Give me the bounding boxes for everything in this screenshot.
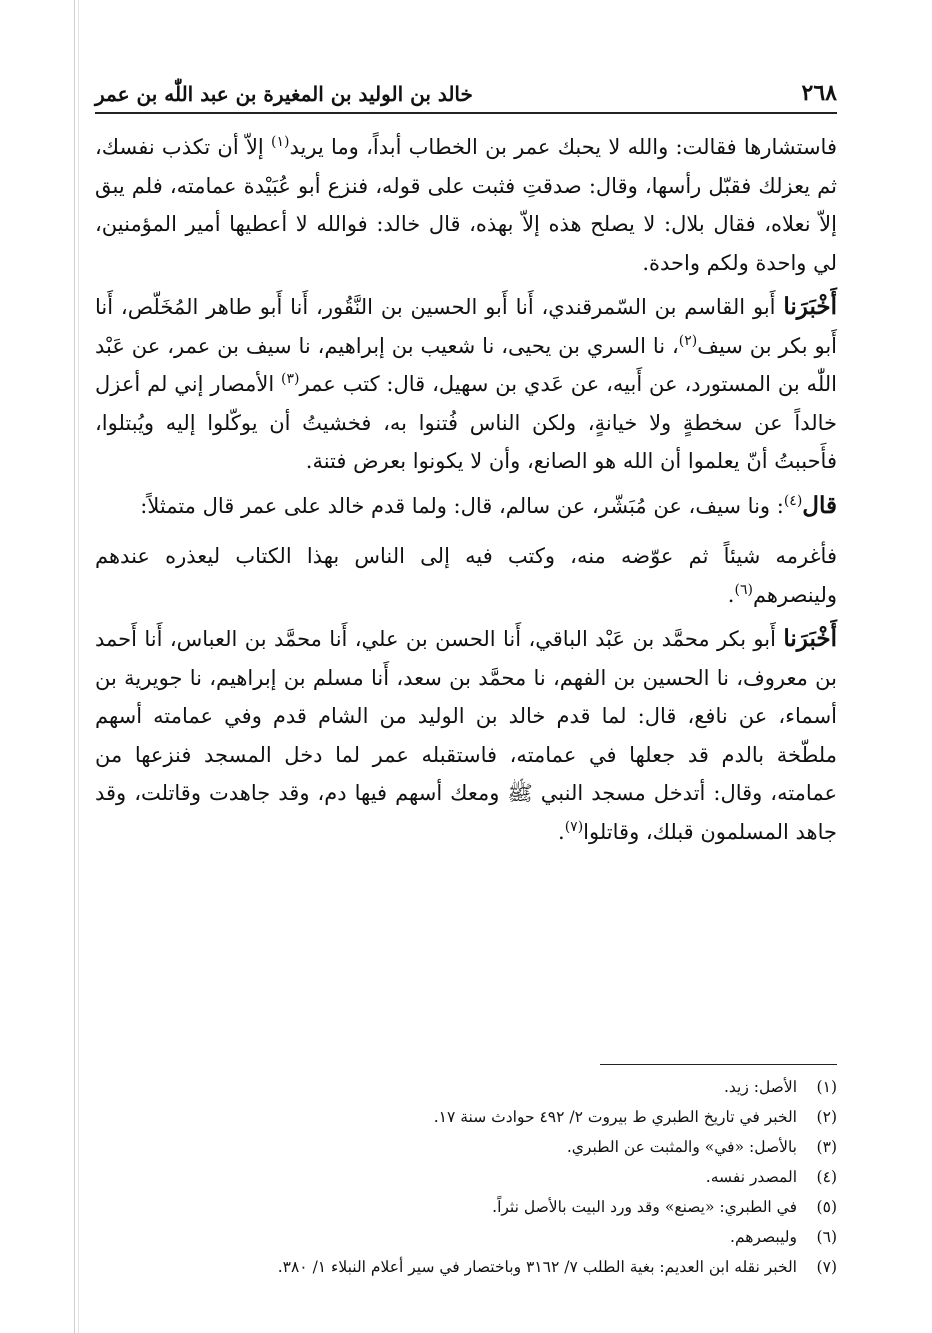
footnote-ref-4: (٤) <box>783 492 803 509</box>
footnote-text: الخبر في تاريخ الطبري ط بيروت ٢/ ٤٩٢ حوادث سنة ١٧. <box>433 1108 797 1126</box>
page-number: ٢٦٨ <box>801 80 837 106</box>
paragraph-5-text-b: . <box>558 819 565 844</box>
footnote-number: (٧) <box>816 1258 837 1276</box>
footnotes <box>95 1072 837 1282</box>
paragraph-1-text-b: إلاّ أن تكذب نفسك، ثم يعزلك فقبّل رأسها، وقال: صدقتِ فثبت على قوله، فنزع أبو عُبَيْدة عمامته، فلم يبق إلاّ نعلاه، فقال بلال: لا يصلح هذه إلاّ بهذه، قال خالد: فوالله لا أعطيها أمير المؤمنين، لي واحدة ولكم واحدة. <box>95 135 837 275</box>
footnote <box>95 1162 837 1192</box>
footnote-text: في الطبري: «يصنع» وقد ورد البيت بالأصل نثراً. <box>492 1198 797 1216</box>
footnote-ref-1: (١) <box>271 134 290 150</box>
footnote-text: بالأصل: «في» والمثبت عن الطبري. <box>566 1138 797 1156</box>
main-text <box>95 128 837 857</box>
paragraph-1-text-a: فاستشارها فقالت: والله لا يحبك عمر بن الخطاب أبداً، وما يريد <box>289 135 837 159</box>
footnote <box>95 1192 837 1222</box>
footnote <box>95 1252 837 1282</box>
footnote-number: (٣) <box>816 1138 837 1156</box>
paragraph-4 <box>95 537 837 614</box>
page-edge-line <box>74 0 75 1333</box>
footnote-text: المصدر نفسه. <box>705 1168 797 1186</box>
narration-lead: أَخْبَرَنا <box>783 293 837 320</box>
narration-lead: قال <box>802 491 837 519</box>
footnote <box>95 1132 837 1162</box>
paragraph-5-text-a: أَبو بكر محمَّد بن عَبْد الباقي، أَنا الحسن بن علي، أَنا محمَّد بن العباس، أَنا أَحمد بن معروف، نا الحسين بن الفهم، نا محمَّد بن سعد، أَنا مسلم بن إبراهيم، نا جويرية بن أسماء، عن نافع، قال: لما قدم خالد بن الوليد من الشام قدم وفي عمامته أسهم ملطّخة بالدم قد جعلها في عمامته، فاستقبله عمر لما دخل المسجد فنزعها من عمامته، وقال: أتدخل مسجد النبي ﷺ ومعك أسهم فيها دم، وقد جاهدت وقاتلت، وقد جاهد المسلمون قبلك، وقاتلوا <box>95 627 837 844</box>
page-header <box>95 62 837 114</box>
footnote-number: (٤) <box>816 1168 837 1186</box>
running-title: خالد بن الوليد بن المغيرة بن عبد اللّٰه بن عمر <box>95 82 473 106</box>
paragraph-2 <box>95 288 837 481</box>
footnote-number: (٥) <box>816 1198 837 1216</box>
paragraph-2-text-c: الأمصار إني لم أعزل خالداً عن سخطةٍ ولا خيانةٍ، ولكن الناس فُتنوا به، فخشيتُ أن يوكّلوا إليه ويُبتلوا، فأَحببتُ أنّ يعلموا أن الله هو الصانع، وأن لا يكونوا بعرض فتنة. <box>95 372 837 473</box>
paragraph-2-text-b: ، نا السري بن يحيى، نا شعيب بن إبراهيم، نا سيف بن عمر، عن عَبْد اللّٰه بن المستورد، عن أَبيه، عن عَدي بن سهيل، قال: كتب عمر <box>95 333 837 396</box>
footnote-ref-6: (٦) <box>734 581 753 598</box>
footnote-ref-2: (٢) <box>678 332 698 349</box>
footnote-text: الخبر نقله ابن العديم: بغية الطلب ٧/ ٣١٦٢ وباختصار في سير أعلام النبلاء ١/ ٣٨٠. <box>277 1258 797 1276</box>
footnote <box>95 1102 837 1132</box>
paragraph-4-text-b: . <box>727 582 735 607</box>
footnote-number: (٦) <box>816 1228 837 1246</box>
footnote <box>95 1222 837 1252</box>
narration-lead: أَخْبَرَنا <box>783 625 837 652</box>
footnote-text: الأصل: زيد. <box>723 1078 797 1096</box>
page-edge-line-inner <box>78 0 79 1333</box>
footnote-ref-7: (٧) <box>564 818 584 835</box>
paragraph-3-text: : ونا سيف، عن مُبَشّر، عن سالم، قال: ولما قدم خالد على عمر قال متمثلاً: <box>140 493 784 518</box>
footnote <box>95 1072 837 1102</box>
paragraph-2-text-a: أَبو القاسم بن السّمرقندي، أَنا أَبو الحسين بن النَّقُور، أَنا أَبو طاهر المُخَلّص، أَنا أَبو بكر بن سيف <box>95 295 837 358</box>
paragraph-3 <box>95 487 837 526</box>
paragraph-1 <box>95 128 837 282</box>
footnote-ref-3: (٣) <box>281 371 300 387</box>
footnote-number: (١) <box>816 1078 837 1096</box>
footnote-text: وليبصرهم. <box>730 1228 797 1246</box>
paragraph-4-text-a: فأغرمه شيئاً ثم عوّضه منه، وكتب فيه إلى الناس بهذا الكتاب ليعذره عندهم ولينصرهم <box>95 544 837 607</box>
footnote-number: (٢) <box>816 1108 837 1126</box>
footnote-divider <box>600 1064 837 1065</box>
paragraph-5 <box>95 620 837 851</box>
